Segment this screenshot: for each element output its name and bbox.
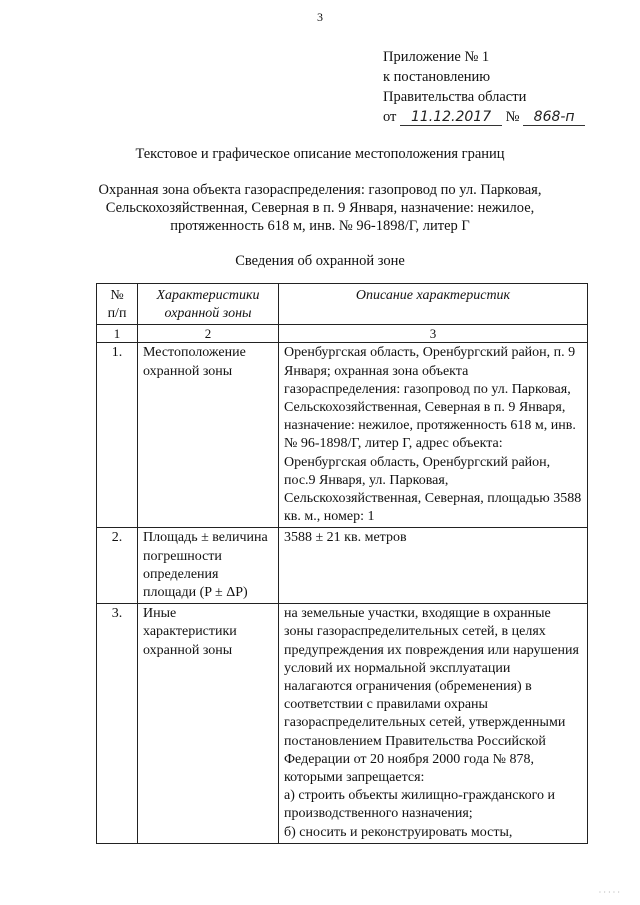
row-description: 3588 ± 21 кв. метров: [279, 528, 588, 604]
appendix-line-1: Приложение № 1: [383, 49, 490, 65]
row-description-text: на земельные участки, входящие в охранные зоны газораспределительных сетей, в целях предупреждения их повреждения или нарушения условий их нормальной эксплуатации налагаются ограничения (обременения) в соответствии с правилами охраны газораспределительных сетей, утвержденными постановлением Правительства Российской Федерации от 20 ноября 2000 года № 878, которыми запрещается:: [284, 606, 579, 786]
object-title-line-3: протяженность 618 м, инв. № 96-1898/Г, литер Г: [170, 218, 470, 234]
number-prefix: №: [505, 109, 520, 125]
appendix-line-3: Правительства области: [383, 89, 527, 105]
appendix-block: [383, 47, 585, 127]
table-row: [97, 604, 588, 844]
column-number-row: [97, 325, 588, 343]
header-description: Описание характеристик: [279, 284, 588, 325]
scan-artifact: ·····: [598, 888, 622, 897]
row-number: 1.: [97, 343, 138, 528]
row-name: Иные характеристики охранной зоны: [138, 604, 279, 844]
row-name: Местоположение охранной зоны: [138, 343, 279, 528]
handwritten-number: 868-п: [523, 109, 585, 126]
column-number-3: 3: [279, 325, 588, 343]
row-name: Площадь ± величина погрешности определения площади (P ± ΔP): [138, 528, 279, 604]
object-title-line-2: Сельскохозяйственная, Северная в п. 9 Января, назначение: нежилое,: [105, 200, 535, 216]
header-characteristics: Характеристики охранной зоны: [138, 284, 279, 325]
header-no: [97, 284, 138, 325]
date-prefix: от: [383, 109, 397, 125]
row-description: [279, 604, 588, 844]
header-no-line-1: №: [110, 288, 124, 303]
object-title-line-1: Охранная зона объекта газораспределения: газопровод по ул. Парковая,: [98, 182, 542, 198]
column-number-2: 2: [138, 325, 279, 343]
row-description: Оренбургская область, Оренбургский район, п. 9 Января; охранная зона объекта газораспределения: газопровод по ул. Парковая, Сельскохозяйственная, Северная в п. 9 Января, назначение: нежилое, протяженность 618 м, инв. № 96-1898/Г, литер Г, адрес объекта: Оренбургская область, Оренбургский район, пос.9 Января, ул. Парковая, Сельскохозяйственная, Северная, площадью 3588 кв. м., номер: 1: [279, 343, 588, 528]
row-number: 3.: [97, 604, 138, 844]
row-number: 2.: [97, 528, 138, 604]
zone-table: [96, 283, 588, 844]
table-row: [97, 343, 588, 528]
main-title: Текстовое и графическое описание местоположения границ: [135, 146, 505, 162]
table-row: [97, 528, 588, 604]
page-number: 3: [317, 10, 323, 24]
column-number-1: 1: [97, 325, 138, 343]
appendix-date-line: [383, 107, 585, 127]
header-no-line-2: п/п: [107, 306, 127, 322]
table-header-row: [97, 284, 588, 325]
row-description-item-b: б) сносить и реконструировать мосты,: [284, 824, 513, 840]
section-title: Сведения об охранной зоне: [235, 253, 405, 269]
handwritten-date: 11.12.2017: [400, 109, 502, 126]
row-description-item-a: а) строить объекты жилищно-гражданского и производственного назначения;: [284, 788, 555, 822]
appendix-line-2: к постановлению: [383, 69, 491, 85]
